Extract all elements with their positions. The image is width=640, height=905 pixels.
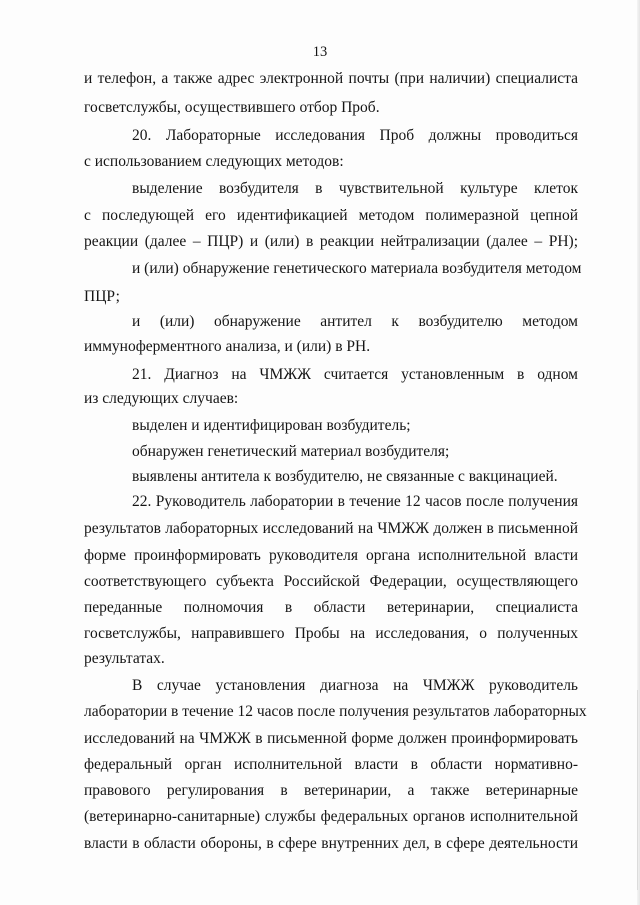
text-line-15: обнаружен генетический материал возбудителя; (132, 443, 450, 460)
text-line-23: результатах. (84, 650, 165, 667)
text-line-29: (ветеринарно-санитарные) службы федеральных органов исполнительной (84, 808, 578, 825)
text-line-14: выделен и идентифицирован возбудитель; (132, 417, 411, 434)
text-line-22: госветслужбы, направившего Пробы на исследования, о полученных (84, 625, 578, 642)
text-line-12: 21. Диагноз на ЧМЖЖ считается установленным в одном (132, 366, 578, 383)
text-line-26: исследований на ЧМЖЖ в письменной форме должен проинформировать (84, 730, 578, 747)
text-line-19: форме проинформировать руководителя органа исполнительной власти (84, 547, 578, 564)
text-line-18: результатов лабораторных исследований на ЧМЖЖ должен в письменной (84, 520, 578, 537)
text-line-3: 20. Лабораторные исследования Проб должны проводиться (132, 127, 578, 144)
text-line-6: с последующей его идентификацией методом полимеразной цепной (84, 207, 578, 224)
text-line-27: федеральный орган исполнительной власти в области нормативно- (84, 756, 578, 773)
text-line-2: госветслужбы, осуществившего отбор Проб. (84, 99, 380, 116)
text-line-7: реакции (далее – ПЦР) и (или) в реакции нейтрализации (далее – РН); (84, 233, 578, 250)
scan-edge-mark (637, 690, 638, 890)
text-line-4: с использованием следующих методов: (84, 153, 344, 170)
text-line-17: 22. Руководитель лаборатории в течение 12 часов после получения (132, 493, 578, 510)
text-line-1: и телефон, а также адрес электронной почты (при наличии) специалиста (84, 70, 578, 87)
text-line-13: из следующих случаев: (84, 390, 239, 407)
text-line-21: переданные полномочия в области ветеринарии, специалиста (84, 599, 578, 616)
page-number: 13 (312, 44, 328, 60)
text-line-16: выявлены антитела к возбудителю, не связанные с вакцинацией. (132, 468, 558, 485)
text-line-24: В случае установления диагноза на ЧМЖЖ руководитель (132, 677, 578, 694)
text-line-28: правового регулирования в ветеринарии, а также ветеринарные (84, 782, 578, 799)
text-line-25: лаборатории в течение 12 часов после получения результатов лабораторных (84, 703, 587, 720)
text-line-11: иммуноферментного анализа, и (или) в РН. (84, 338, 371, 355)
text-line-20: соответствующего субъекта Российской Федерации, осуществляющего (84, 573, 578, 590)
text-line-10: и (или) обнаружение антител к возбудителю методом (132, 313, 578, 330)
text-line-5: выделение возбудителя в чувствительной культуре клеток (132, 180, 578, 197)
text-line-8: и (или) обнаружение генетического материала возбудителя методом (132, 260, 582, 277)
text-line-30: власти в области обороны, в сфере внутренних дел, в сфере деятельности (84, 835, 578, 852)
text-line-9: ПЦР; (84, 288, 120, 305)
